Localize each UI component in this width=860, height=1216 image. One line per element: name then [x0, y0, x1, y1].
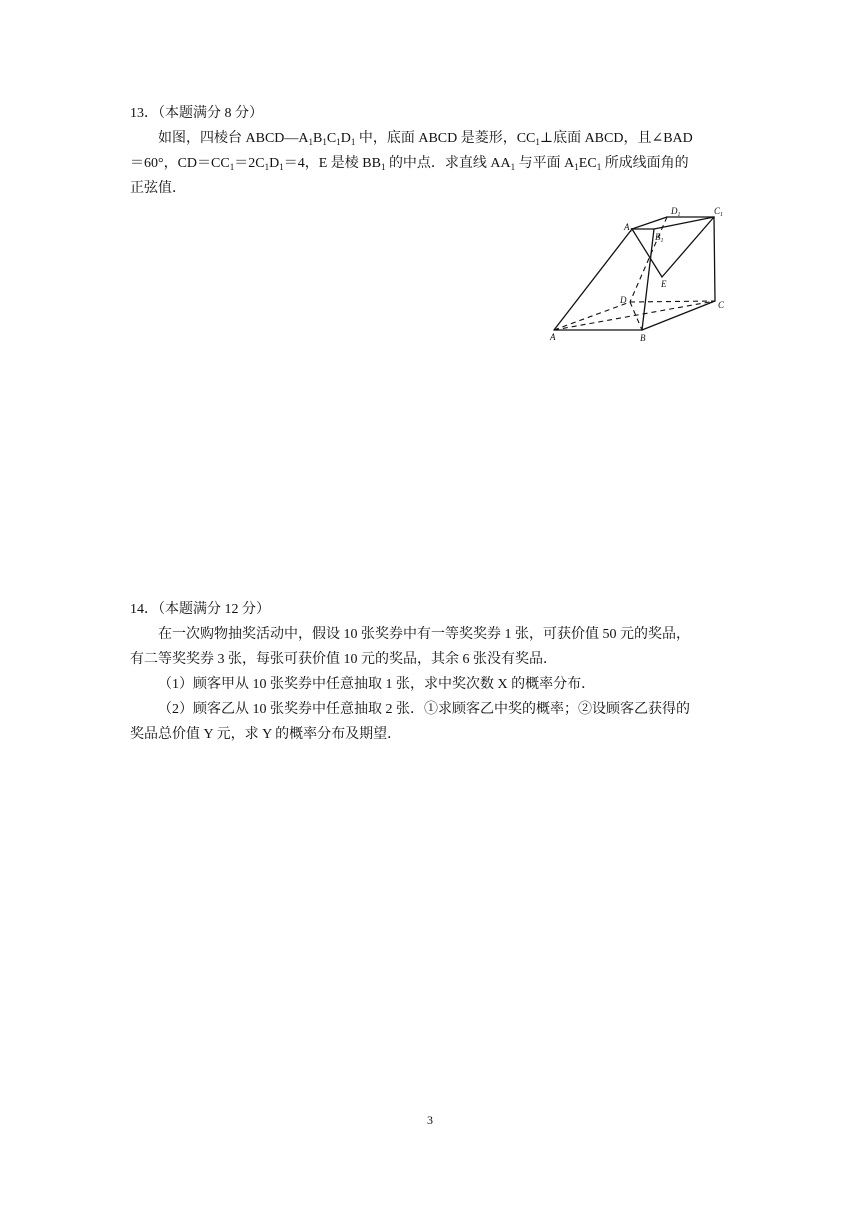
edge-d-c-hidden: [630, 301, 715, 302]
edge-a-a1: [554, 229, 632, 330]
q14-line-5: 奖品总价值 Y 元，求 Y 的概率分布及期望．: [130, 727, 402, 742]
q14-line-3: （1）顾客甲从 10 张奖券中任意抽取 1 张，求中奖次数 X 的概率分布．: [158, 677, 596, 692]
label-a: A: [550, 332, 556, 342]
q14-line-4: （2）顾客乙从 10 张奖券中任意抽取 2 张．①求顾客乙中奖的概率；②设顾客乙获得的: [158, 702, 690, 717]
q13-header: 13．（本题满分 8 分）: [130, 106, 263, 121]
diagonal-a-c-hidden: [554, 301, 715, 330]
q14-header: 14．（本题满分 12 分）: [130, 602, 270, 617]
edge-b-b1: [642, 229, 654, 330]
q14-line-1: 在一次购物抽奖活动中，假设 10 张奖券中有一等奖奖券 1 张，可获价值 50 元的奖品，: [158, 627, 690, 642]
label-c1: $C_1$: [714, 206, 724, 218]
diagonal-b-d-hidden: [630, 302, 642, 330]
label-b1: $B_1$: [655, 232, 664, 244]
frustum-figure: [548, 204, 733, 344]
q14-line-2: 有二等奖奖券 3 张，每张可获价值 10 元的奖品，其余 6 张没有奖品．: [130, 652, 557, 667]
label-c: C: [718, 300, 725, 310]
edge-d-d1-hidden: [630, 217, 667, 302]
edge-c-c1: [714, 217, 715, 301]
label-d1: $D_1$: [671, 206, 681, 218]
edge-b-c: [642, 301, 715, 330]
page-number: 3: [427, 1113, 433, 1127]
label-d: D: [620, 295, 627, 305]
q13-line-1: 如图，四棱台 $ABCD—A_1B_1C_1D_1$ 中，底面 ABCD 是菱形，$CC_1\perp$底面 ABCD，且∠BAD: [158, 131, 693, 147]
label-b: B: [640, 333, 646, 343]
label-e: E: [661, 279, 667, 289]
label-a1: $A_1$: [624, 222, 633, 234]
q13-line-3: 正弦值．: [130, 181, 186, 196]
q13-line-2: ＝60°，$CD=CC_1=2C_1D_1=4$，E 是棱 $BB_1$ 的中点．求直线 $AA_1$ 与平面 $A_1EC_1$ 所成线面角的: [130, 156, 689, 172]
